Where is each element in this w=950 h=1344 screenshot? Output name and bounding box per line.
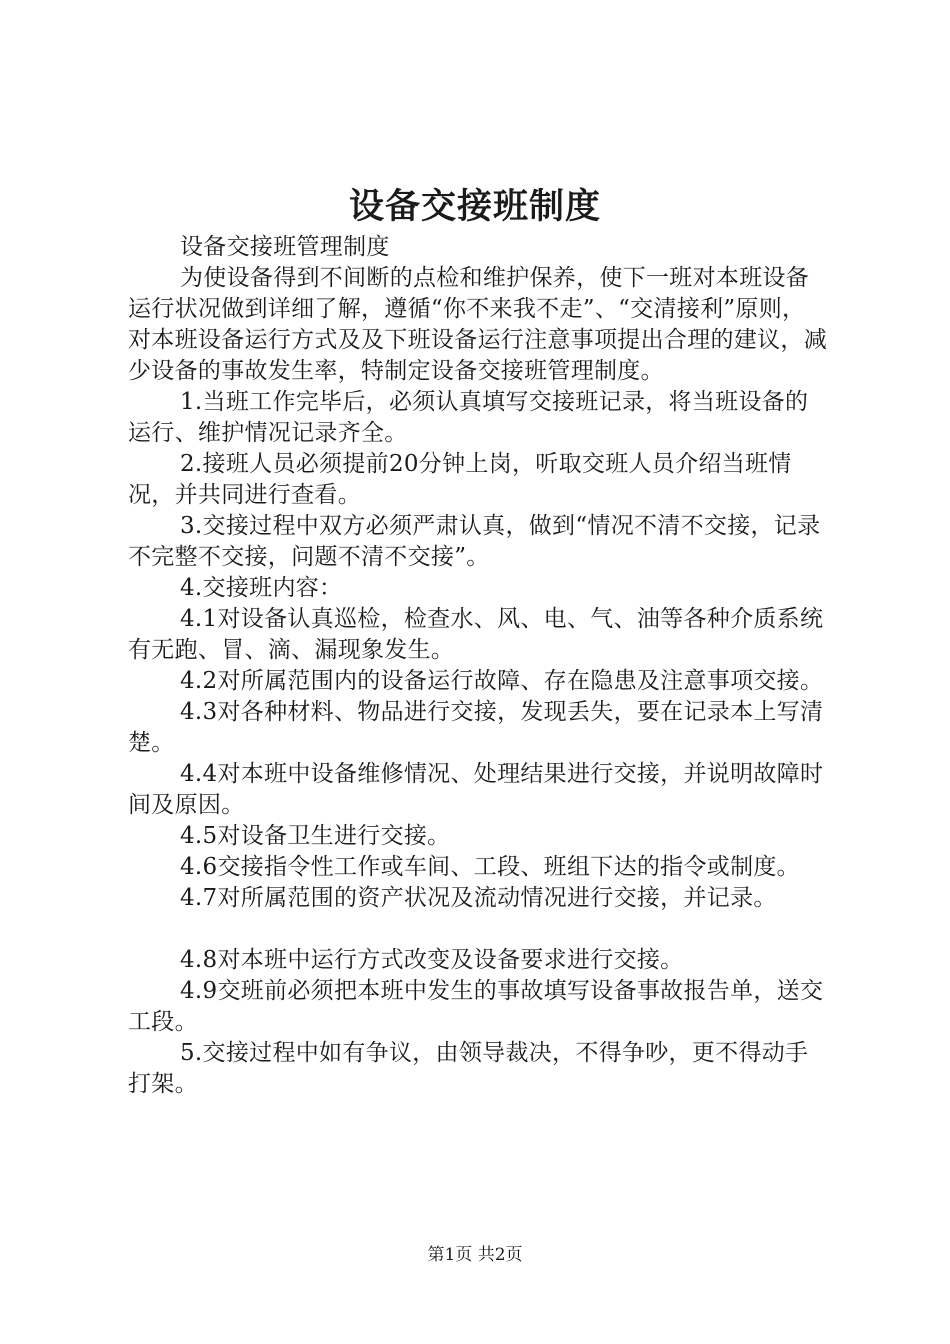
rule-4-5: 4.5对设备卫生进行交接。 — [180, 823, 451, 849]
page-number-footer: 第1页 共2页 — [427, 1245, 523, 1265]
rule-4-8: 4.8对本班中运行方式改变及设备要求进行交接。 — [180, 947, 684, 973]
intro-paragraph: 为使设备得到不间断的点检和维护保养，使下一班对本班设备运行状况做到详细了解，遵循“你不来我不走”、“交清接利”原则，对本班设备运行方式及及下班设备运行注意事项提出合理的建议，减少设备的事故发生率，特制定设备交接班管理制度。 — [128, 265, 827, 384]
rule-4-4: 4.4对本班中设备维修情况、处理结果进行交接，并说明故障时间及原因。 — [128, 761, 824, 818]
document-body — [128, 232, 828, 1100]
rule-4-7: 4.7对所属范围的资产状况及流动情况进行交接，并记录。 — [180, 885, 777, 911]
rule-4-3: 4.3对各种材料、物品进行交接，发现丢失，要在记录本上写清楚。 — [128, 699, 824, 756]
rule-3: 3.交接过程中双方必须严肃认真，做到“情况不清不交接，记录不完整不交接，问题不清不交接”。 — [128, 513, 821, 570]
page-title: 设备交接班制度 — [348, 187, 601, 227]
section-subtitle: 设备交接班管理制度 — [180, 234, 390, 260]
rule-1: 1.当班工作完毕后，必须认真填写交接班记录，将当班设备的运行、维护情况记录齐全。 — [128, 389, 809, 446]
rule-4: 4.交接班内容： — [180, 575, 343, 601]
rule-4-1: 4.1对设备认真巡检，检查水、风、电、气、油等各种介质系统有无跑、冒、滴、漏现象发生。 — [128, 606, 824, 663]
rule-5: 5.交接过程中如有争议，由领导裁决，不得争吵，更不得动手打架。 — [128, 1040, 809, 1097]
rule-4-9: 4.9交班前必须把本班中发生的事故填写设备事故报告单，送交工段。 — [128, 978, 824, 1035]
rule-2: 2.接班人员必须提前20分钟上岗，听取交班人员介绍当班情况，并共同进行查看。 — [128, 451, 792, 508]
rule-4-2: 4.2对所属范围内的设备运行故障、存在隐患及注意事项交接。 — [180, 668, 824, 694]
rule-4-6: 4.6交接指令性工作或车间、工段、班组下达的指令或制度。 — [180, 854, 800, 880]
